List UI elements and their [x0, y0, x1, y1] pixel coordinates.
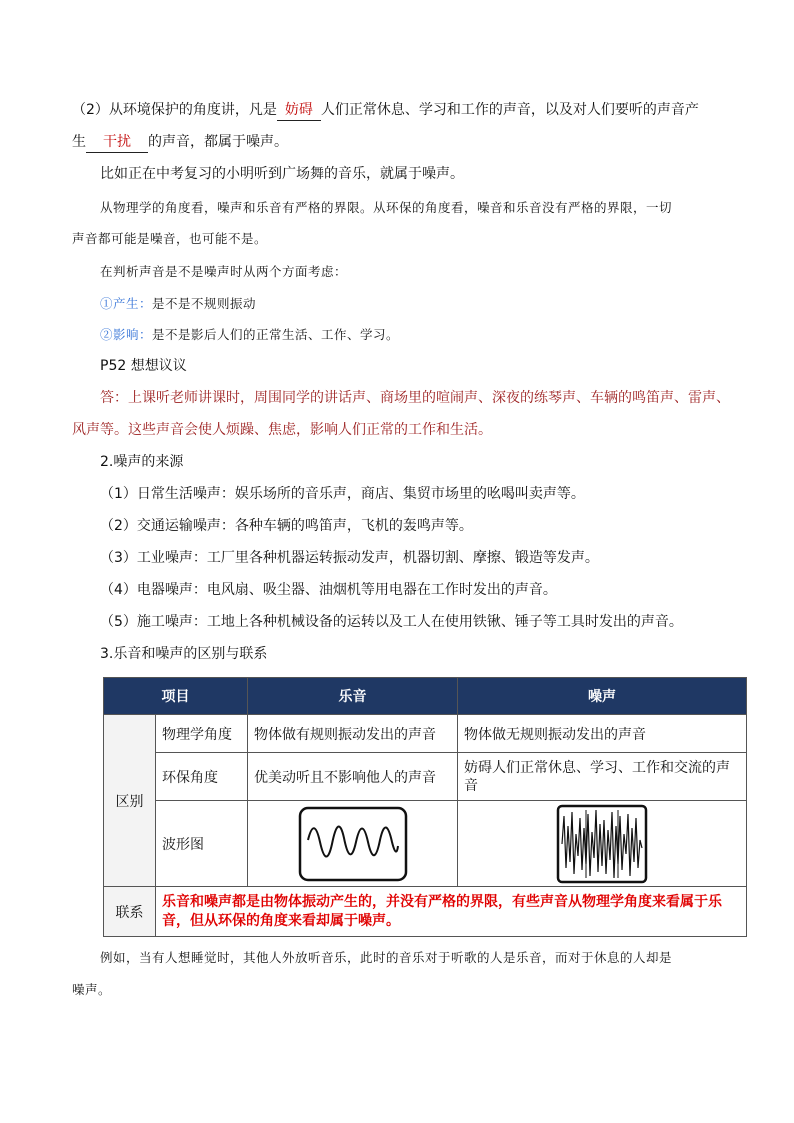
comparison-table: [103, 677, 747, 937]
answer-line1: 答：上课听老师讲课时，周围同学的讲话声、商场里的喧闹声、深夜的练琴声、车辆的鸣笛声、雷声、: [100, 390, 730, 406]
point-2: ②影响：是不是影后人们的正常生活、工作、学习。: [100, 327, 400, 342]
cell-music-waveform: [248, 801, 458, 887]
para-text: 人们正常休息、学习和工作的声音，以及对人们要听的声音产: [320, 102, 699, 118]
header-noise: 噪声: [458, 678, 747, 715]
header-music: 乐音: [248, 678, 458, 715]
answer-line2: 风声等。这些声音会使人烦躁、焦虑，影响人们正常的工作和生活。: [72, 422, 492, 438]
cell-music: 物体做有规则振动发出的声音: [248, 715, 458, 753]
note1-line2: 声音都可能是噪音，也可能不是。: [72, 231, 268, 246]
think-title: P52 想想议议: [100, 358, 187, 374]
example-line: 比如正在中考复习的小明听到广场舞的音乐，就属于噪声。: [100, 166, 464, 182]
cell-noise: 妨碍人们正常休息、学习、工作和交流的声音: [458, 753, 747, 801]
para-line-1: [72, 100, 699, 121]
para-line-2: 生 干扰 的声音，都属于噪声。: [72, 132, 288, 153]
note2-line: 在判析声音是不是噪声时从两个方面考虑：: [100, 264, 348, 279]
table-row-link: [104, 887, 747, 937]
cell-noise-waveform: [458, 801, 747, 887]
source-item-1: （1）日常生活噪声：娱乐场所的音乐声，商店、集贸市场里的吆喝叫卖声等。: [100, 486, 585, 502]
group-label-difference: 区别: [104, 715, 156, 887]
table-row: [104, 715, 747, 753]
noise-waveform-image: [556, 804, 648, 884]
section3-title: 3.乐音和噪声的区别与联系: [100, 646, 268, 662]
fill-blank-2: 干扰: [86, 132, 148, 153]
row-label: 环保角度: [156, 753, 248, 801]
section2-title: 2.噪声的来源: [100, 454, 184, 470]
cell-music: 优美动听且不影响他人的声音: [248, 753, 458, 801]
header-item: 项目: [104, 678, 248, 715]
table-header-row: [104, 678, 747, 715]
source-item-4: （4）电器噪声：电风扇、吸尘器、油烟机等用电器在工作时发出的声音。: [100, 582, 557, 598]
para-text: （2）从环境保护的角度讲，凡是: [72, 102, 277, 118]
row-label: 物理学角度: [156, 715, 248, 753]
note1-line1: 从物理学的角度看，噪声和乐音有严格的界限。从环保的角度看，噪音和乐音没有严格的界限，一切: [100, 200, 673, 215]
cell-noise: 物体做无规则振动发出的声音: [458, 715, 747, 753]
source-item-2: （2）交通运输噪声：各种车辆的鸣笛声，飞机的轰鸣声等。: [100, 518, 473, 534]
link-text: 乐音和噪声都是由物体振动产生的，并没有严格的界限，有些声音从物理学角度来看属于乐音，但从环保的角度来看却属于噪声。: [156, 887, 747, 937]
footer-line2: 噪声。: [72, 982, 112, 997]
table-row: [104, 801, 747, 887]
source-item-5: （5）施工噪声：工地上各种机械设备的运转以及工人在使用铁锹、锤子等工具时发出的声音。: [100, 614, 683, 630]
row-label: 波形图: [156, 801, 248, 887]
link-label: 联系: [104, 887, 156, 937]
point-1: ①产生：是不是不规则振动: [100, 296, 257, 311]
music-waveform-image: [298, 806, 408, 882]
footer-line1: 例如，当有人想睡觉时，其他人外放听音乐，此时的音乐对于听歌的人是乐音，而对于休息的人却是: [100, 950, 673, 965]
source-item-3: （3）工业噪声：工厂里各种机器运转振动发声，机器切割、摩擦、锻造等发声。: [100, 550, 599, 566]
fill-blank-1: 妨碍: [277, 100, 321, 121]
table-row: [104, 753, 747, 801]
